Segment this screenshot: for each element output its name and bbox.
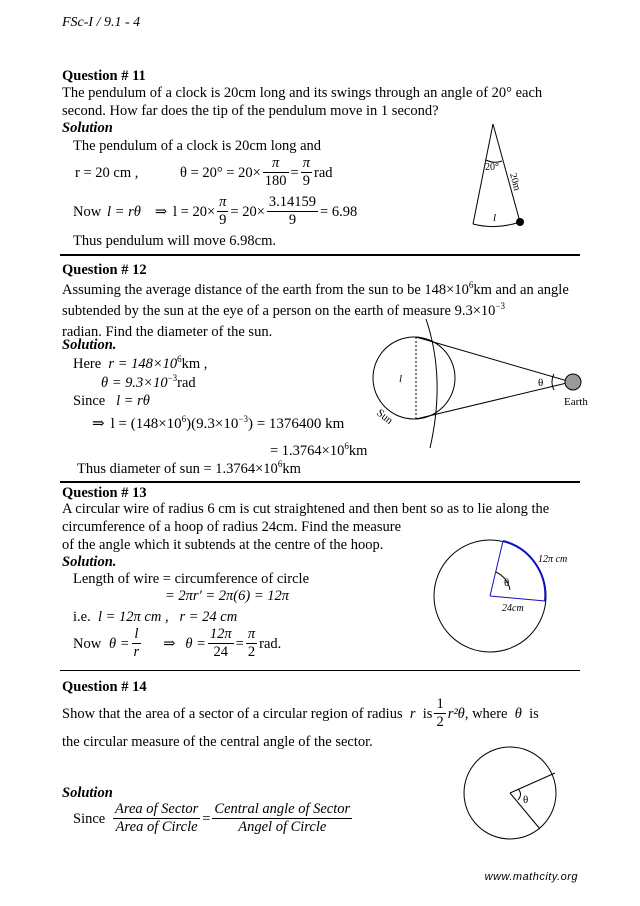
- q13-frac-12pi-den: 24: [213, 644, 229, 660]
- q14-area-circle: Area of Circle: [115, 819, 198, 835]
- q13-text-c: of the angle which it subtends at the centre of the hoop.: [62, 537, 384, 553]
- q13-line2: = 2πr′ = 2π(6) = 12π: [165, 588, 289, 604]
- q11-rad: rad: [313, 164, 333, 181]
- q11-conclusion: Thus pendulum will move 6.98cm.: [73, 233, 276, 249]
- q13-hoop-figure: [430, 538, 580, 653]
- q11-l20: l = 20×: [173, 203, 216, 220]
- q12-calc2-a: = 1.3764×10: [270, 443, 345, 459]
- q11-text: The pendulum of a clock is 20cm long and its swings through an angle of 20° each second. How far does the tip of the pendulum move in 1 second?: [62, 85, 543, 119]
- q11-fig-l: l: [493, 212, 497, 224]
- q12-text-a-exp: 6: [468, 280, 474, 291]
- q12-text-b-exp: −3: [495, 301, 505, 312]
- q13-frac-l-r: [132, 626, 142, 661]
- q11-line1: The pendulum of a clock is 20cm long and: [73, 138, 322, 154]
- q13-frac-l: l: [132, 626, 142, 644]
- q11-frac2-num: π: [302, 155, 310, 171]
- q11-frac4: [267, 194, 318, 229]
- q14-r: r: [409, 705, 416, 722]
- q12-since: Since: [73, 393, 106, 409]
- q14-title: Question # 14: [62, 679, 147, 695]
- q11-pendulum-figure: [460, 118, 540, 233]
- q13-line3: [73, 608, 237, 626]
- q11-theta-lhs: θ = 20° = 20×: [180, 164, 261, 181]
- q12-calc: [92, 415, 344, 433]
- q12-km-comma: km ,: [181, 356, 208, 372]
- q12-calc-c: ) = 1376400 km: [247, 416, 345, 432]
- q11-result: = 6.98: [320, 203, 358, 220]
- q12-calc-a-exp: 6: [181, 414, 187, 424]
- q11-fig-angle: 20°: [485, 162, 499, 173]
- q13-theta-eq: θ =: [109, 635, 130, 652]
- q12-l-eq: l = rθ: [116, 393, 150, 409]
- q13-frac-pi: π: [247, 626, 256, 642]
- q12-calc2-exp: 6: [344, 441, 349, 452]
- q12-calc-b: )(9.3×10: [186, 416, 239, 432]
- q14-is2: is: [529, 705, 539, 722]
- q14-area-sector: Area of Sector: [115, 801, 199, 817]
- q14-frac-area: [113, 801, 200, 836]
- q11-formula-r: r = 20 cm ,: [75, 165, 139, 181]
- q12-fig-sun: Sun: [374, 406, 396, 427]
- q13-rad: rad.: [259, 635, 282, 652]
- q12-fig-theta: θ: [538, 377, 544, 389]
- q13-frac-12pi: [208, 626, 234, 661]
- footer-url: www.mathcity.org: [484, 871, 578, 883]
- divider-q13-q14: [60, 670, 580, 671]
- q11-frac-pi-180: [263, 155, 289, 190]
- q13-implies: ⇒: [163, 635, 176, 652]
- q11-implies: ⇒: [154, 203, 167, 220]
- q13-line1: Length of wire = circumference of circle: [73, 571, 310, 587]
- q14-since: Since: [73, 810, 106, 827]
- q13-r: r = 24 cm: [179, 609, 238, 625]
- q11-eq20: = 20×: [230, 203, 265, 220]
- q13-frac-pi-2: [246, 626, 257, 661]
- q13-text-a: A circular wire of radius 6 cm is cut straightened and then bent so as to lie along the: [62, 501, 550, 517]
- q12-title: Question # 12: [62, 262, 147, 278]
- q11-frac4-num: 3.14159: [268, 194, 317, 210]
- q11-frac3: [217, 194, 228, 229]
- q11-frac3-den: 9: [219, 212, 227, 228]
- q12-conclusion-exp: 6: [277, 459, 283, 470]
- q14-ratio: [73, 801, 354, 836]
- q12-text-b: km and an angle subtended by the sun at the eye of a person on the earth of measure 9.3×10: [62, 282, 569, 319]
- q14-text-a-main: Show that the area of a sector of a circular region of radius: [62, 705, 403, 722]
- q12-line-theta: [101, 374, 196, 392]
- q14-solution-label: Solution: [62, 785, 113, 801]
- divider-q12-q13: [60, 481, 580, 483]
- q12-fig-earth: Earth: [564, 396, 588, 408]
- q14-where: , where: [464, 705, 508, 722]
- q13-now: Now: [73, 635, 102, 652]
- q11-l-eq: l = rθ: [107, 203, 141, 220]
- q14-text-a: [62, 696, 539, 731]
- q12-theta-exp: −3: [167, 373, 178, 384]
- q13-fig-radius: 24cm: [502, 603, 524, 614]
- q11-frac-pi-9: [301, 155, 312, 190]
- q13-frac-12pi-num: 12π: [209, 626, 232, 642]
- q11-frac2-den: 9: [302, 173, 310, 189]
- q14-sector-figure: [462, 745, 562, 845]
- q12-conclusion: [77, 460, 301, 478]
- q13-fig-theta: θ: [504, 577, 510, 589]
- q12-line-since: [73, 392, 150, 410]
- q12-text-c: radian. Find the diameter of the sun.: [62, 324, 273, 340]
- q14-angel-circle: Angel of Circle: [238, 819, 327, 835]
- q14-is: is: [422, 705, 433, 722]
- q11-frac-num: π: [263, 155, 289, 173]
- q14-central-angle: Central angle of Sector: [214, 801, 351, 817]
- q11-eq-sign: =: [290, 164, 299, 181]
- q14-frac-two: 2: [436, 714, 444, 730]
- q12-calc2: [270, 442, 367, 460]
- q12-sun-earth-figure: [368, 316, 598, 451]
- q12-fig-l: l: [399, 373, 403, 385]
- q12-theta: θ = 9.3×10: [101, 375, 168, 391]
- q12-r-exp: 6: [177, 354, 182, 365]
- q12-calc-a: l = (148×10: [110, 416, 182, 432]
- q13-ie: i.e.: [73, 609, 91, 625]
- q13-frac-2: 2: [247, 644, 256, 660]
- q13-title: Question # 13: [62, 485, 147, 501]
- q12-conclusion-km: km: [282, 461, 301, 477]
- q13-eq: =: [235, 635, 244, 652]
- q13-solution-label: Solution.: [62, 554, 117, 570]
- page-header: FSc-I / 9.1 - 4: [62, 15, 141, 30]
- q13-text-b: circumference of a hoop of radius 24cm. Find the measure: [62, 519, 402, 535]
- q11-solution-label: Solution: [62, 120, 113, 136]
- q11-fig-length: 20m: [507, 171, 523, 192]
- q13-l: l = 12π cm ,: [97, 609, 169, 625]
- q14-frac-one: 1: [436, 696, 444, 712]
- q11-now: Now: [73, 203, 102, 220]
- q12-r: r = 148×10: [108, 356, 178, 372]
- q14-fig-theta: θ: [523, 794, 529, 806]
- q13-theta-eq2: θ =: [185, 635, 206, 652]
- q12-line-r: [73, 355, 207, 373]
- q12-implies: ⇒: [92, 416, 105, 432]
- q11-frac-den: 180: [264, 173, 287, 189]
- q12-calc2-km: km: [348, 443, 368, 459]
- q14-r2theta: r²θ: [447, 705, 465, 722]
- q14-frac-half: [434, 696, 445, 731]
- q12-solution-label: Solution.: [62, 337, 117, 353]
- q12-text-a: Assuming the average distance of the earth from the sun to be 148×10: [62, 282, 469, 298]
- q12-here: Here: [73, 356, 102, 372]
- q11-frac4-den: 9: [288, 212, 297, 228]
- q11-title: Question # 11: [62, 68, 146, 84]
- q13-frac-r: r: [133, 644, 140, 660]
- q12-conclusion-a: Thus diameter of sun = 1.3764×10: [77, 461, 278, 477]
- q14-theta: θ: [514, 705, 522, 722]
- q12-calc-b-exp: −3: [238, 414, 248, 424]
- q11-formula-theta: [180, 155, 333, 190]
- q14-frac-angle: [212, 801, 352, 836]
- q13-line4: [73, 626, 281, 661]
- q11-frac3-num: π: [219, 194, 227, 210]
- q11-formula-l: [73, 194, 357, 229]
- q14-eq: =: [202, 810, 211, 827]
- q13-fig-arc: 12π cm: [538, 554, 568, 565]
- divider-q11-q12: [60, 254, 580, 256]
- q12-rad: rad: [177, 375, 196, 391]
- q14-text-b: the circular measure of the central angle of the sector.: [62, 734, 373, 750]
